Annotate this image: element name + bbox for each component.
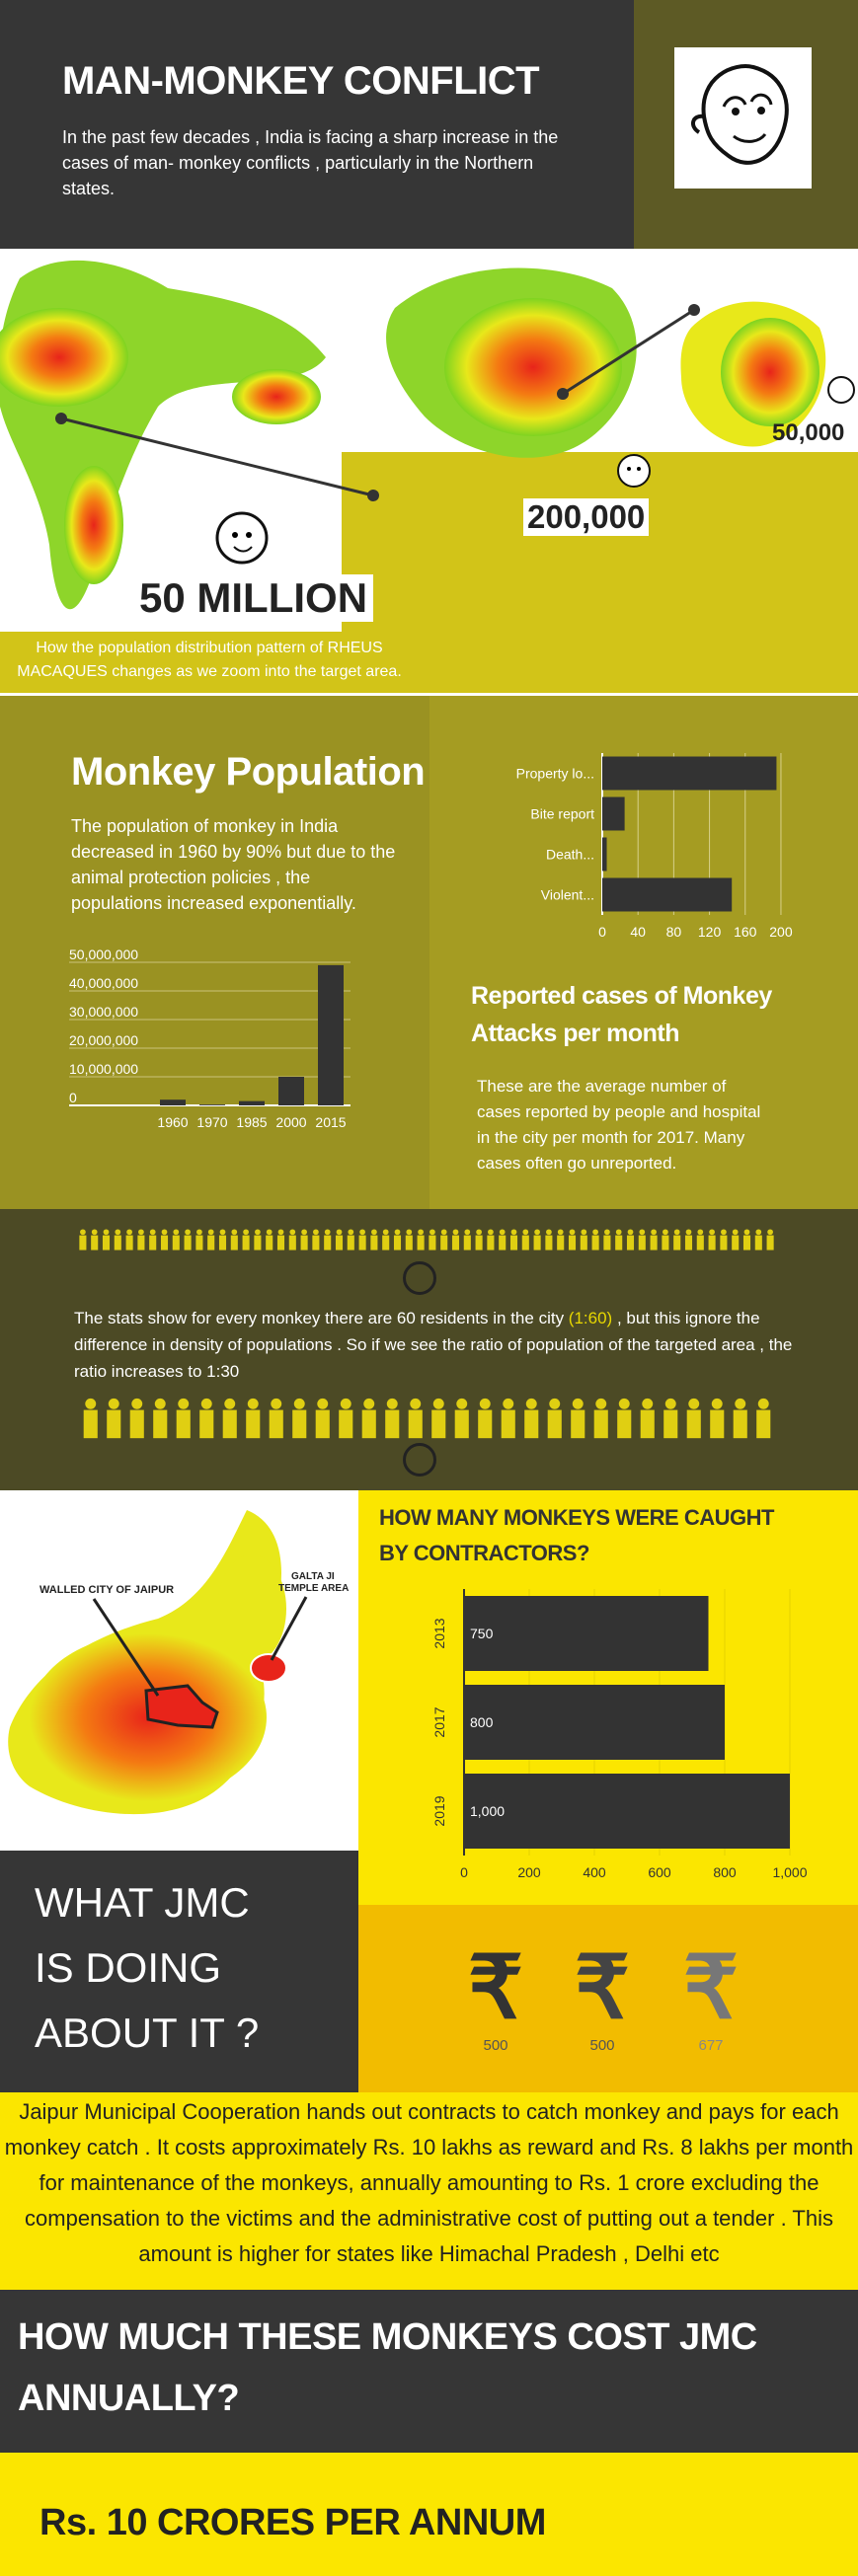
person-icon	[545, 1229, 552, 1250]
y-tick-label: Violent...	[540, 886, 594, 903]
person-icon	[617, 1399, 631, 1438]
y-tick-label: 2019	[431, 1795, 447, 1827]
sad-face-icon	[403, 1443, 436, 1477]
person-icon	[266, 1229, 273, 1250]
person-icon	[153, 1399, 167, 1438]
person-icon	[207, 1229, 214, 1250]
person-icon	[289, 1229, 296, 1250]
data-label: 800	[470, 1714, 494, 1730]
person-icon	[710, 1399, 724, 1438]
x-tick-label: 1960	[157, 1114, 189, 1130]
x-tick-label: 40	[630, 924, 646, 940]
x-tick-label: 200	[517, 1864, 541, 1880]
attacks-text: These are the average number of cases reported by people and hospital in the city per month for 2017. Many cases often go unreported.	[477, 1077, 761, 1173]
person-icon	[478, 1399, 492, 1438]
person-icon	[734, 1399, 747, 1438]
rupee-icon: ₹	[575, 1938, 630, 2036]
person-icon	[685, 1229, 692, 1250]
person-icon	[348, 1229, 354, 1250]
person-icon	[359, 1229, 366, 1250]
person-icon	[709, 1229, 716, 1250]
person-icon	[571, 1399, 585, 1438]
cost-question: HOW MUCH THESE MONKEYS COST JMC ANNUALLY?	[18, 2316, 757, 2419]
person-icon	[246, 1399, 260, 1438]
person-icon	[767, 1229, 774, 1250]
person-icon	[476, 1229, 483, 1250]
person-icon	[84, 1399, 98, 1438]
person-icon	[627, 1229, 634, 1250]
person-icon	[641, 1399, 655, 1438]
bar	[602, 838, 607, 871]
person-icon	[292, 1399, 306, 1438]
maps-caption: How the population distribution pattern of RHEUS MACAQUES changes as we zoom into the target area.	[17, 640, 402, 680]
y-tick-label: 2017	[431, 1706, 447, 1738]
person-icon	[254, 1229, 261, 1250]
x-tick-label: 2000	[275, 1114, 307, 1130]
y-tick-label: Bite report	[530, 805, 594, 822]
data-label: 750	[470, 1626, 494, 1641]
person-icon	[673, 1229, 680, 1250]
person-icon	[663, 1399, 677, 1438]
jmc-paragraph: Jaipur Municipal Cooperation hands out contracts to catch monkey and pays for each monkey catch . It costs approximately Rs. 10 lakhs as reward and Rs. 8 lakhs per month for maintenance of the monkeys, annually amounting to Rs. 1 crore excluding the compensation to the victims and the administrative cost of putting out a tender . This amount is higher for states like Himachal Pradesh , Delhi etc	[4, 2099, 854, 2266]
person-icon	[615, 1229, 622, 1250]
person-icon	[557, 1229, 564, 1250]
y-tick-label: Death...	[545, 846, 594, 863]
rupee-icon: ₹	[683, 1938, 739, 2036]
population-heatmaps	[0, 249, 858, 644]
person-icon	[223, 1399, 237, 1438]
person-icon	[231, 1229, 238, 1250]
bar	[602, 797, 625, 831]
person-icon	[464, 1229, 471, 1250]
rupee-value: 500	[589, 2037, 615, 2054]
population-title: Monkey Population	[71, 750, 426, 794]
sad-face-icon	[403, 1261, 436, 1295]
person-icon	[336, 1229, 343, 1250]
person-icon	[651, 1229, 658, 1250]
person-icon	[370, 1229, 377, 1250]
y-tick-label: 50,000,000	[69, 947, 139, 962]
person-icon	[394, 1229, 401, 1250]
rupee-value: 677	[698, 2037, 724, 2054]
person-icon	[362, 1399, 376, 1438]
bar	[464, 1685, 725, 1760]
person-icon	[662, 1229, 668, 1250]
x-tick-label: 1985	[236, 1114, 268, 1130]
jmc-title	[35, 1870, 331, 2066]
person-icon	[440, 1229, 447, 1250]
stats-text-after: , but this ignore the difference in density of populations . So if we see the ratio of population of the targeted area , the ratio increases to 1:30	[74, 1309, 793, 1381]
person-icon	[639, 1229, 646, 1250]
jmc-title-line-1: WHAT JMC	[35, 1879, 250, 1926]
person-icon	[455, 1399, 469, 1438]
person-icon	[185, 1229, 192, 1250]
population-chart	[54, 943, 370, 1140]
person-icon	[115, 1229, 121, 1250]
rupee-value: 500	[483, 2037, 508, 2054]
jaipur-heatmap	[0, 1490, 358, 1851]
person-icon	[270, 1399, 283, 1438]
person-icon	[720, 1229, 727, 1250]
x-tick-label: 1,000	[772, 1864, 808, 1880]
galta-label-1: GALTA JI	[291, 1571, 335, 1582]
bar	[318, 965, 344, 1105]
person-icon	[756, 1399, 770, 1438]
y-tick-label: 30,000,000	[69, 1004, 139, 1020]
person-icon	[199, 1399, 213, 1438]
monkey-icon	[207, 503, 276, 572]
cost-answer: Rs. 10 CRORES PER ANNUM	[39, 2502, 546, 2543]
person-icon	[732, 1229, 739, 1250]
person-icon	[177, 1399, 191, 1438]
person-icon	[534, 1229, 541, 1250]
person-icon	[603, 1229, 610, 1250]
person-icon	[418, 1229, 425, 1250]
person-icon	[312, 1229, 319, 1250]
person-icon	[301, 1229, 308, 1250]
people-row-large	[79, 1398, 780, 1439]
y-tick-label: 10,000,000	[69, 1061, 139, 1077]
person-icon	[243, 1229, 250, 1250]
person-icon	[130, 1399, 144, 1438]
monkey-logo-icon	[674, 47, 812, 189]
bar	[239, 1101, 265, 1105]
y-tick-label: 40,000,000	[69, 975, 139, 991]
person-icon	[137, 1229, 144, 1250]
page-title: MAN-MONKEY CONFLICT	[62, 59, 540, 103]
x-tick-label: 160	[734, 924, 757, 940]
person-icon	[755, 1229, 762, 1250]
x-tick-label: 80	[665, 924, 682, 940]
india-population-stat: 50 MILLION	[133, 574, 373, 622]
bar	[602, 878, 732, 912]
bar	[199, 1104, 225, 1105]
person-icon	[431, 1399, 445, 1438]
person-icon	[149, 1229, 156, 1250]
person-icon	[107, 1399, 120, 1438]
y-tick-label: 0	[69, 1090, 77, 1105]
person-icon	[316, 1399, 330, 1438]
x-tick-label: 2015	[315, 1114, 347, 1130]
x-tick-label: 200	[769, 924, 793, 940]
caught-title: HOW MANY MONKEYS WERE CAUGHT BY CONTRACTORS?	[379, 1505, 774, 1565]
data-label: 1,000	[470, 1803, 506, 1819]
person-icon	[510, 1229, 517, 1250]
rupee-icon: ₹	[468, 1938, 523, 2036]
person-icon	[499, 1229, 506, 1250]
stats-text	[74, 1305, 805, 1385]
person-icon	[103, 1229, 110, 1250]
person-icon	[743, 1229, 750, 1250]
person-icon	[219, 1229, 226, 1250]
x-tick-label: 1970	[196, 1114, 228, 1130]
state-population-stat: 200,000	[523, 498, 649, 536]
walled-city-label: WALLED CITY OF JAIPUR	[39, 1584, 175, 1596]
person-icon	[79, 1229, 86, 1250]
y-tick-label: 2013	[431, 1618, 447, 1649]
intro-text: In the past few decades , India is facing a sharp increase in the cases of man- monkey conflicts , particularly in the Northern states.	[62, 127, 559, 198]
y-tick-label: Property lo...	[515, 765, 594, 782]
city-population-stat: 50,000	[772, 419, 845, 446]
person-icon	[452, 1229, 459, 1250]
person-icon	[324, 1229, 331, 1250]
person-icon	[91, 1229, 98, 1250]
person-icon	[339, 1399, 352, 1438]
monkey-icon	[824, 373, 858, 407]
people-row-small	[77, 1229, 778, 1250]
person-icon	[592, 1229, 599, 1250]
population-text: The population of monkey in India decreased in 1960 by 90% but due to the animal protection policies , the populations increased exponentially.	[71, 816, 396, 913]
caught-chart	[431, 1584, 810, 1900]
attacks-chart	[474, 745, 810, 943]
person-icon	[126, 1229, 133, 1250]
x-tick-label: 120	[697, 924, 722, 940]
person-icon	[173, 1229, 180, 1250]
x-tick-label: 600	[648, 1864, 671, 1880]
bar	[160, 1099, 186, 1105]
person-icon	[524, 1399, 538, 1438]
y-tick-label: 20,000,000	[69, 1032, 139, 1048]
x-tick-label: 400	[583, 1864, 606, 1880]
bar	[278, 1077, 304, 1105]
person-icon	[502, 1399, 515, 1438]
person-icon	[409, 1399, 423, 1438]
person-icon	[687, 1399, 701, 1438]
bar	[464, 1774, 790, 1849]
stats-text-before: The stats show for every monkey there are 60 residents in the city	[74, 1309, 569, 1327]
bar	[602, 757, 776, 791]
x-tick-label: 0	[460, 1864, 468, 1880]
x-tick-label: 800	[713, 1864, 737, 1880]
person-icon	[569, 1229, 576, 1250]
person-icon	[385, 1399, 399, 1438]
person-icon	[277, 1229, 284, 1250]
person-icon	[161, 1229, 168, 1250]
person-icon	[594, 1399, 608, 1438]
person-icon	[406, 1229, 413, 1250]
stats-ratio: (1:60)	[568, 1309, 613, 1327]
jmc-title-line-2: IS DOING	[35, 1944, 222, 1991]
person-icon	[697, 1229, 704, 1250]
person-icon	[382, 1229, 389, 1250]
jmc-title-line-3: ABOUT IT ?	[35, 2009, 260, 2056]
person-icon	[487, 1229, 494, 1250]
person-icon	[548, 1399, 562, 1438]
galta-label-2: TEMPLE AREA	[278, 1583, 350, 1594]
monkey-icon	[612, 449, 656, 492]
person-icon	[522, 1229, 529, 1250]
person-icon	[195, 1229, 202, 1250]
x-tick-label: 0	[598, 924, 606, 940]
bar	[464, 1596, 709, 1671]
person-icon	[429, 1229, 435, 1250]
attacks-title: Reported cases of Monkey Attacks per month	[471, 982, 772, 1047]
person-icon	[581, 1229, 587, 1250]
